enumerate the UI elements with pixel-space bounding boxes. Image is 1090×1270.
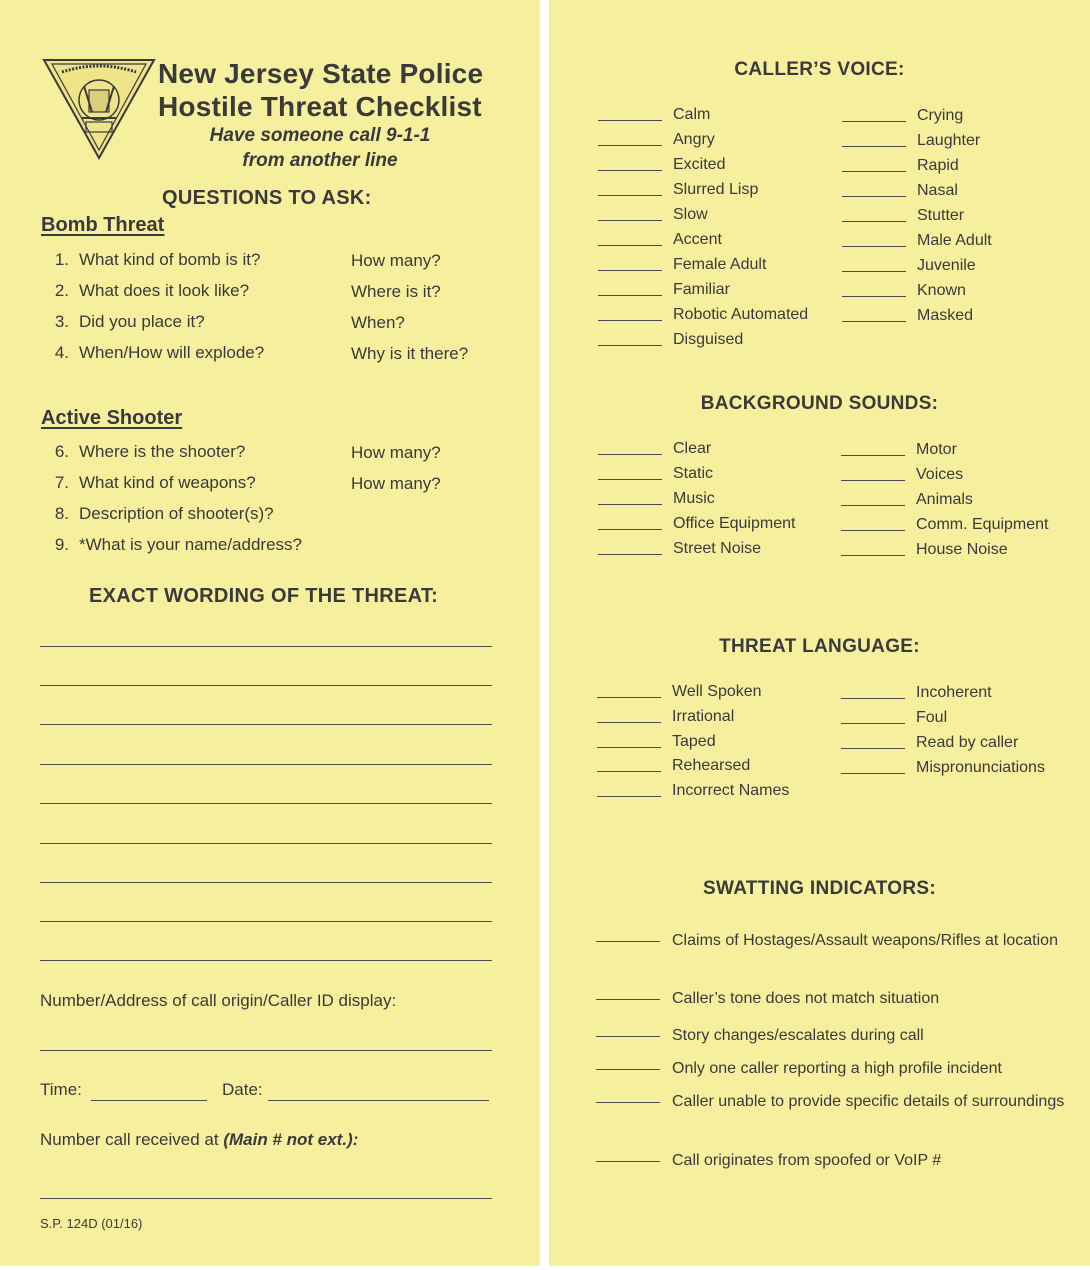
threat-wording-line[interactable] [40,921,492,922]
call-origin-line[interactable] [40,1050,492,1051]
sound-option-clear[interactable]: Clear [598,440,711,458]
voice-option-female-adult[interactable]: Female Adult [598,256,766,274]
language-option-incoherent[interactable]: Incoherent [841,684,992,702]
voice-option-nasal[interactable]: Nasal [842,182,958,200]
shooter-question-7: 7. What kind of weapons? [54,473,256,492]
voice-option-male-adult[interactable]: Male Adult [842,232,992,250]
swatting-indicator-hostages[interactable]: Claims of Hostages/Assault weapons/Rifles at location [596,931,1066,951]
threat-wording-line[interactable] [40,764,492,765]
threat-wording-line[interactable] [40,724,492,725]
voice-option-known[interactable]: Known [842,282,966,300]
threat-wording-line[interactable] [40,646,492,647]
threat-wording-line[interactable] [40,882,492,883]
left-card [0,0,540,1266]
received-number-line[interactable] [40,1198,492,1199]
right-card [549,0,1090,1266]
shooter-question-8: 8. Description of shooter(s)? [54,504,274,523]
shooter-question-9: 9. *What is your name/address? [54,535,302,554]
bomb-followup-1: How many? [351,251,441,270]
form-number: S.P. 124D (01/16) [40,1216,143,1231]
voice-option-disguised[interactable]: Disguised [598,331,743,349]
call-origin-label: Number/Address of call origin/Caller ID display: [40,991,397,1010]
sound-option-voices[interactable]: Voices [841,466,963,484]
questions-heading: QUESTIONS TO ASK: [162,187,372,209]
sound-option-music[interactable]: Music [598,490,715,508]
swatting-indicator-story-changes[interactable]: Story changes/escalates during call [596,1026,1066,1046]
bomb-followup-2: Where is it? [351,282,441,301]
sound-option-static[interactable]: Static [598,465,713,483]
threat-language-heading: THREAT LANGUAGE: [719,636,920,657]
sound-option-street-noise[interactable]: Street Noise [598,540,761,558]
instruction-line-2: from another line [242,150,398,171]
language-option-read-by-caller[interactable]: Read by caller [841,734,1018,752]
voice-option-familiar[interactable]: Familiar [598,281,730,299]
language-option-incorrect-names[interactable]: Incorrect Names [597,782,789,800]
language-option-well-spoken[interactable]: Well Spoken [597,683,762,701]
sound-option-animals[interactable]: Animals [841,491,973,509]
voice-option-laughter[interactable]: Laughter [842,132,980,150]
language-option-taped[interactable]: Taped [597,733,716,751]
date-label: Date: [222,1080,263,1099]
voice-option-angry[interactable]: Angry [598,131,715,149]
threat-wording-line[interactable] [40,843,492,844]
bomb-followup-3: When? [351,313,405,332]
callers-voice-heading: CALLER’S VOICE: [734,59,905,80]
active-shooter-title: Active Shooter [41,407,183,429]
sound-option-comm-equipment[interactable]: Comm. Equipment [841,516,1049,534]
form-title: Hostile Threat Checklist [158,91,482,122]
voice-option-excited[interactable]: Excited [598,156,725,174]
instruction-line-1: Have someone call 9-1-1 [209,125,431,146]
bomb-threat-title: Bomb Threat [41,214,165,236]
swatting-indicator-tone[interactable]: Caller’s tone does not match situation [596,989,1066,1009]
threat-wording-line[interactable] [40,685,492,686]
received-label: Number call received at (Main # not ext.): [40,1130,359,1149]
swatting-heading: SWATTING INDICATORS: [703,878,936,899]
bomb-question-1: 1. What kind of bomb is it? [54,250,261,269]
sound-option-house-noise[interactable]: House Noise [841,541,1008,559]
sound-option-office-equipment[interactable]: Office Equipment [598,515,795,533]
voice-option-slow[interactable]: Slow [598,206,708,224]
bomb-question-2: 2. What does it look like? [54,281,250,300]
voice-option-slurred-lisp[interactable]: Slurred Lisp [598,181,758,199]
voice-option-calm[interactable]: Calm [598,106,710,124]
voice-option-rapid[interactable]: Rapid [842,157,959,175]
agency-name: New Jersey State Police [158,58,484,89]
nj-state-police-badge-icon [42,58,156,160]
time-field[interactable] [91,1082,207,1101]
bomb-question-3: 3. Did you place it? [54,312,205,331]
voice-option-accent[interactable]: Accent [598,231,722,249]
language-option-irrational[interactable]: Irrational [597,708,734,726]
swatting-indicator-one-caller[interactable]: Only one caller reporting a high profile incident [596,1059,1066,1079]
shooter-followup-6: How many? [351,443,441,462]
background-sounds-heading: BACKGROUND SOUNDS: [700,393,939,414]
bomb-question-4: 4. When/How will explode? [54,343,265,362]
voice-option-juvenile[interactable]: Juvenile [842,257,976,275]
bomb-followup-4: Why is it there? [351,344,469,363]
time-label: Time: [40,1080,82,1099]
swatting-indicator-no-details[interactable]: Caller unable to provide specific details of surroundings [596,1092,1066,1112]
date-field[interactable] [268,1082,489,1101]
voice-option-masked[interactable]: Masked [842,307,973,325]
voice-option-stutter[interactable]: Stutter [842,207,964,225]
language-option-rehearsed[interactable]: Rehearsed [597,757,750,775]
shooter-followup-7: How many? [351,474,441,493]
sound-option-motor[interactable]: Motor [841,441,957,459]
voice-option-crying[interactable]: Crying [842,107,963,125]
threat-wording-line[interactable] [40,960,492,961]
voice-option-robotic-automated[interactable]: Robotic Automated [598,306,808,324]
shooter-question-6: 6. Where is the shooter? [54,442,246,461]
language-option-foul[interactable]: Foul [841,709,947,727]
swatting-indicator-spoofed[interactable]: Call originates from spoofed or VoIP # [596,1151,1066,1171]
language-option-mispronunciations[interactable]: Mispronunciations [841,759,1045,777]
threat-wording-line[interactable] [40,803,492,804]
threat-wording-heading: EXACT WORDING OF THE THREAT: [89,585,439,607]
